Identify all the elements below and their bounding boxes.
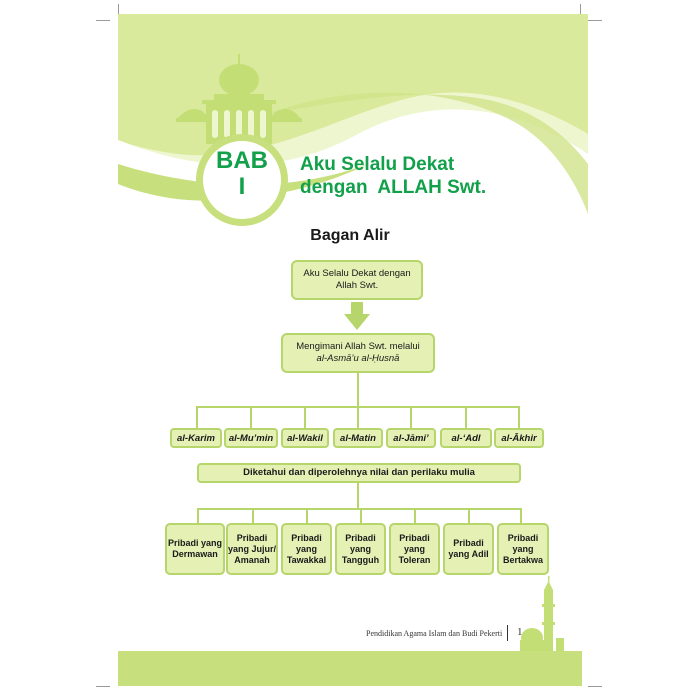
crop-mark	[96, 686, 110, 687]
name-chip: al-Matin	[333, 428, 383, 448]
footer-divider	[507, 625, 508, 641]
chapter-label: BAB	[216, 147, 268, 174]
name-chip: al-‘Adl	[440, 428, 492, 448]
trait-box: Pribadi yang Toleran	[389, 523, 440, 575]
name-chip: al-Karim	[170, 428, 222, 448]
flow-second-line1: Mengimani Allah Swt. melalui	[296, 341, 420, 352]
connector	[250, 406, 252, 428]
trait-box: Pribadi yang Bertakwa	[497, 523, 549, 575]
crop-mark	[588, 20, 602, 21]
crop-mark	[118, 4, 119, 14]
minaret-icon	[520, 576, 564, 652]
flow-second-box	[281, 333, 435, 373]
chapter-number: I	[238, 173, 246, 200]
connector	[520, 508, 522, 523]
connector	[357, 406, 359, 428]
connector	[357, 373, 359, 406]
chapter-title-line2: dengan ALLAH Swt.	[300, 177, 487, 198]
connector	[465, 406, 467, 428]
name-chip: al-Ākhir	[494, 428, 544, 448]
flow-top-line2: Allah Swt.	[335, 280, 379, 291]
connector	[306, 508, 308, 523]
connector	[197, 508, 199, 523]
connector	[410, 406, 412, 428]
connector	[196, 406, 198, 428]
connector	[414, 508, 416, 523]
trait-box: Pribadi yang Dermawan	[165, 523, 225, 575]
crop-mark	[96, 20, 110, 21]
section-title: Bagan Alir	[310, 227, 390, 244]
name-chip: al-Mu’min	[224, 428, 278, 448]
footer-band	[118, 651, 582, 686]
connector	[518, 406, 520, 428]
page-number: 1	[517, 626, 523, 638]
trait-box: Pribadi yang Adil	[443, 523, 494, 575]
connector	[468, 508, 470, 523]
connector	[304, 406, 306, 428]
connector	[252, 508, 254, 523]
flow-second-line2: al-Asmā’u al-Ḥusnā	[316, 353, 400, 364]
connector	[357, 483, 359, 508]
trait-box: Pribadi yang Tawakkal	[281, 523, 332, 575]
connector	[360, 508, 362, 523]
trait-box: Pribadi yang Tangguh	[335, 523, 386, 575]
crop-mark	[588, 686, 602, 687]
chapter-title-line1: Aku Selalu Dekat	[300, 154, 455, 175]
name-chip: al-Wakil	[281, 428, 329, 448]
trait-box: Pribadi yang Jujur/ Amanah	[226, 523, 278, 575]
middle-bar: Diketahui dan diperolehnya nilai dan perilaku mulia	[197, 463, 521, 483]
crop-mark	[580, 4, 581, 14]
down-arrow-icon	[344, 302, 370, 330]
footer-text: Pendidikan Agama Islam dan Budi Pekerti	[366, 629, 503, 638]
name-chip: al-Jāmi’	[386, 428, 436, 448]
flow-top-box	[291, 260, 423, 300]
flow-top-line1: Aku Selalu Dekat dengan	[303, 268, 411, 279]
